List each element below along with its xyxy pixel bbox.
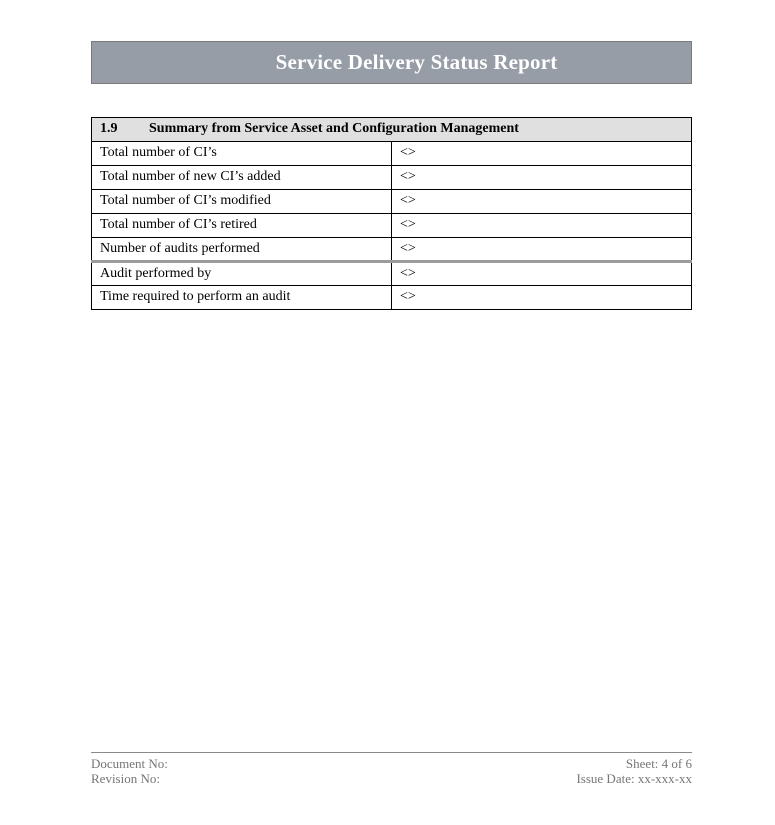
row-label: Total number of CI’s retired — [92, 214, 392, 238]
table-row — [92, 238, 692, 262]
section-title: Summary from Service Asset and Configuration Management — [149, 121, 519, 136]
row-value-placeholder[interactable]: <> — [392, 238, 692, 262]
table-row — [92, 286, 692, 310]
row-label: Total number of new CI’s added — [92, 166, 392, 190]
footer-left-block — [91, 756, 168, 786]
row-value-placeholder[interactable]: <> — [392, 262, 692, 286]
sheet-label: Sheet: 4 of 6 — [625, 756, 692, 771]
row-label: Audit performed by — [92, 262, 392, 286]
report-title: Service Delivery Status Report — [275, 50, 558, 74]
report-title-banner — [91, 41, 692, 84]
issue-date-label: Issue Date: xx-xxx-xx — [576, 771, 692, 786]
row-value-placeholder[interactable]: <> — [392, 142, 692, 166]
document-no-label: Document No: — [91, 756, 168, 771]
row-label: Total number of CI’s — [92, 142, 392, 166]
row-value-placeholder[interactable]: <> — [392, 190, 692, 214]
table-row — [92, 142, 692, 166]
revision-no-label: Revision No: — [91, 771, 160, 786]
section-number: 1.9 — [100, 121, 118, 136]
section-header-cell — [92, 118, 692, 142]
section-header-row — [92, 118, 692, 142]
row-value-placeholder[interactable]: <> — [392, 166, 692, 190]
table-row — [92, 262, 692, 286]
row-value-placeholder[interactable]: <> — [392, 214, 692, 238]
table-row — [92, 214, 692, 238]
table-row — [92, 190, 692, 214]
row-value-placeholder[interactable]: <> — [392, 286, 692, 310]
row-label: Time required to perform an audit — [92, 286, 392, 310]
table-row — [92, 166, 692, 190]
summary-table — [91, 117, 692, 310]
page-footer — [91, 752, 692, 786]
row-label: Total number of CI’s modified — [92, 190, 392, 214]
footer-right-block — [576, 756, 692, 786]
row-label: Number of audits performed — [92, 238, 392, 262]
